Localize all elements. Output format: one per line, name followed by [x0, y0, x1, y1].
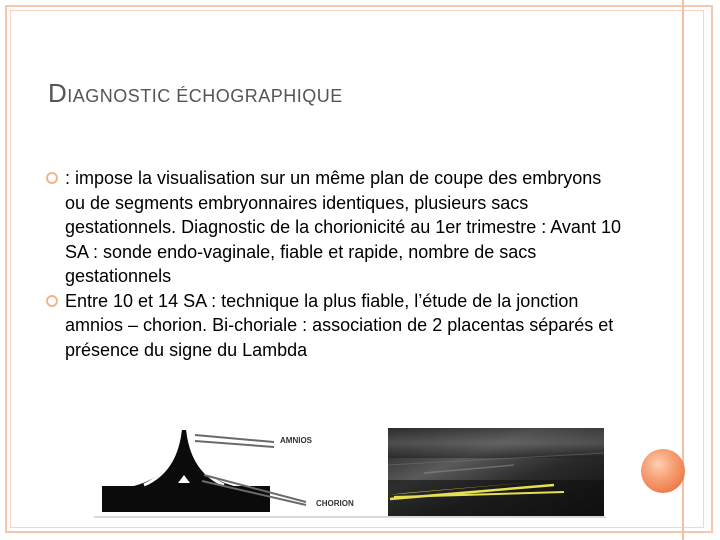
amnios-label: AMNIOS: [280, 436, 312, 445]
decorative-vertical-line: [682, 0, 684, 540]
figure-baseline: [94, 516, 606, 518]
decorative-orb: [641, 449, 685, 493]
chorion-label: CHORION: [316, 499, 354, 508]
lambda-diagram: [102, 430, 354, 512]
bullet-circle-icon: [46, 172, 58, 184]
ultrasound-image: [388, 428, 604, 516]
bullet-circle-icon: [46, 295, 58, 307]
bullet-item: Entre 10 et 14 SA : technique la plus fiable, l’étude de la jonction amnios – chorion. Bi-choriale : association de 2 placentas séparés et présence du signe du Lambda: [46, 289, 626, 363]
slide-title: DIAGNOSTIC ÉCHOGRAPHIQUE: [48, 78, 343, 108]
bullet-item: : impose la visualisation sur un même plan de coupe des embryons ou de segments embryonnaires identiques, plusieurs sacs gestationnels. Diagnostic de la chorionicité au 1er trimestre : Avant 10 SA : sonde endo-vaginale, fiable et rapide, nombre de sacs gestationnels: [46, 166, 626, 289]
bullet-list: [46, 166, 626, 362]
lambda-sign-figure: [94, 425, 606, 518]
